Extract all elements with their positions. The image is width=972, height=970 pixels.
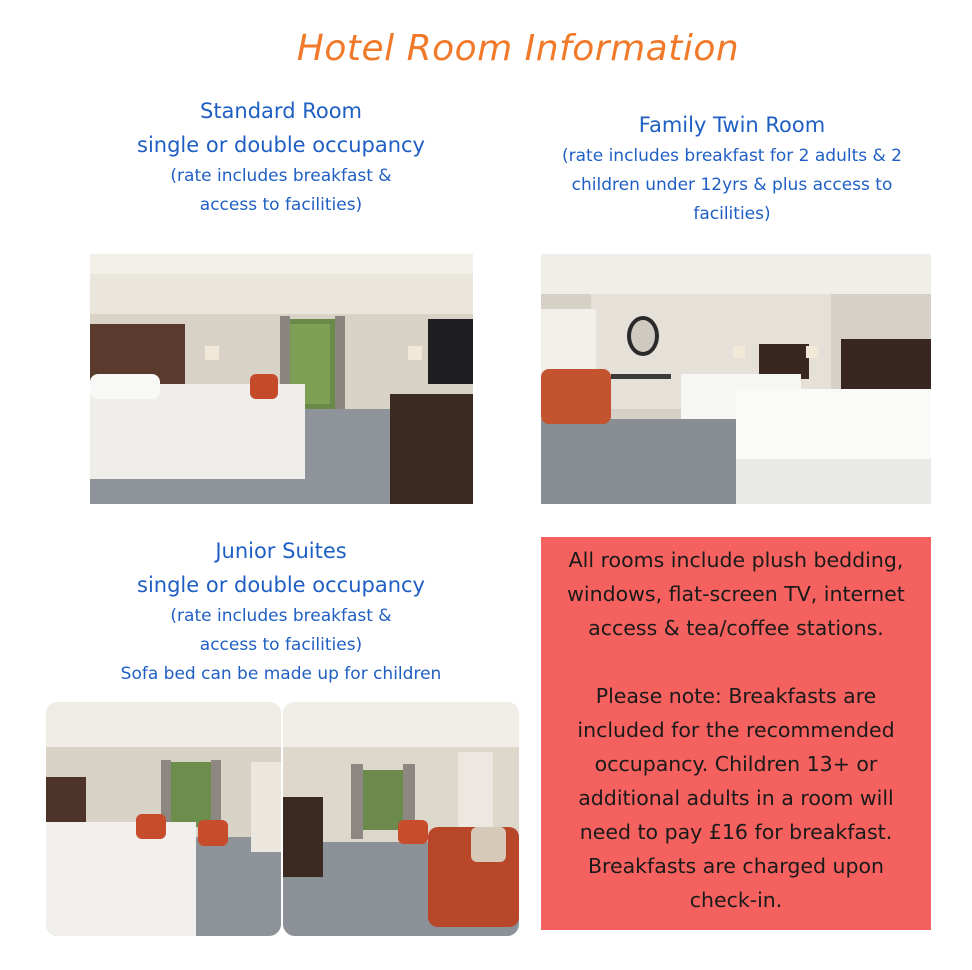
standard-room-occupancy: single or double occupancy <box>137 133 425 157</box>
family-room-rate-3: facilities) <box>693 204 771 224</box>
family-room-photo <box>541 254 931 504</box>
info-p1-line-2: windows, flat-screen TV, internet <box>567 582 905 606</box>
junior-suites-rate-2: access to facilities) <box>199 635 363 655</box>
info-p2-line-3: occupancy. Children 13+ or <box>594 752 878 776</box>
info-box <box>541 537 931 930</box>
junior-suites-sofa-note: Sofa bed can be made up for children <box>120 664 442 684</box>
info-p1-line-3: access & tea/coffee stations. <box>588 616 884 640</box>
standard-room-rate-2: access to facilities) <box>199 195 363 215</box>
info-p1-line-1: All rooms include plush bedding, <box>568 548 904 572</box>
info-p2-line-2: included for the recommended <box>577 718 895 742</box>
junior-suite-photo-bedroom <box>46 702 281 936</box>
family-room-rate-2: children under 12yrs & plus access to <box>571 175 893 195</box>
junior-suites-caption <box>90 534 472 689</box>
info-p2-line-4: additional adults in a room will <box>578 786 894 810</box>
junior-suites-name: Junior Suites <box>215 539 347 563</box>
info-p2-line-7: check-in. <box>689 888 783 912</box>
info-p2-line-5: need to pay £16 for breakfast. <box>579 820 893 844</box>
page-title: Hotel Room Information <box>296 28 740 69</box>
family-room-rate-1: (rate includes breakfast for 2 adults & 2 <box>562 146 902 166</box>
family-room-caption <box>532 108 932 229</box>
info-p2-line-1: Please note: Breakfasts are <box>595 684 877 708</box>
junior-suites-occupancy: single or double occupancy <box>137 573 425 597</box>
standard-room-rate-1: (rate includes breakfast & <box>170 166 392 186</box>
standard-room-caption <box>100 94 462 220</box>
standard-room-photo <box>90 254 473 504</box>
junior-suites-rate-1: (rate includes breakfast & <box>170 606 392 626</box>
family-room-name: Family Twin Room <box>638 113 826 137</box>
junior-suite-photo-lounge <box>283 702 519 936</box>
info-p2-line-6: Breakfasts are charged upon <box>587 854 885 878</box>
standard-room-name: Standard Room <box>199 99 362 123</box>
info-paragraph-gap <box>549 645 923 679</box>
